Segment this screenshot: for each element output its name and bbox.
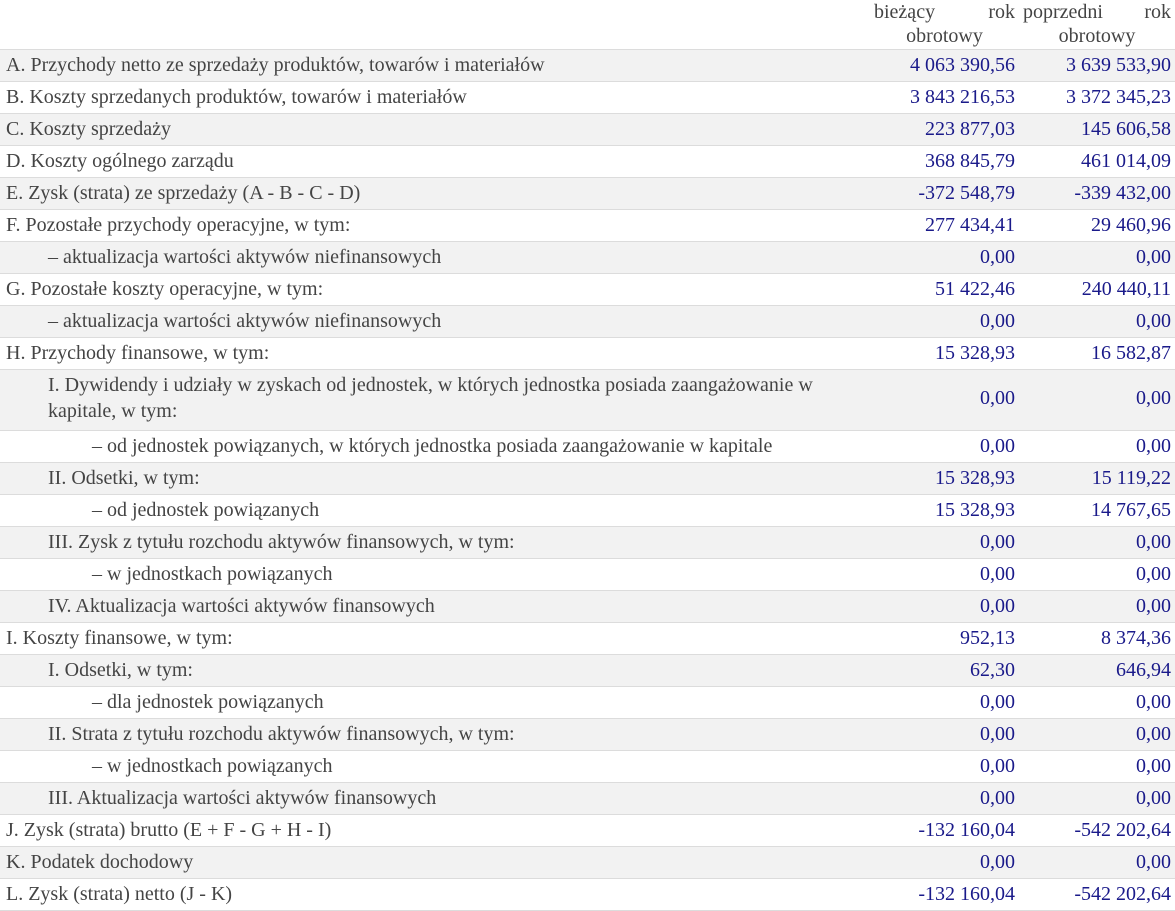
row-label: III. Zysk z tytułu rozchodu aktywów finansowych, w tym:: [0, 527, 870, 559]
row-previous-value: -542 202,64: [1019, 815, 1175, 847]
row-current-value: 15 328,93: [870, 338, 1019, 370]
row-current-value: 0,00: [870, 370, 1019, 431]
table-row: [0, 178, 1175, 210]
table-row: [0, 495, 1175, 527]
row-previous-value: 0,00: [1019, 783, 1175, 815]
row-label: G. Pozostałe koszty operacyjne, w tym:: [0, 274, 870, 306]
table-row: [0, 623, 1175, 655]
table-row: [0, 751, 1175, 783]
row-current-value: -372 548,79: [870, 178, 1019, 210]
row-current-value: 0,00: [870, 687, 1019, 719]
row-current-value: 952,13: [870, 623, 1019, 655]
row-current-value: 0,00: [870, 527, 1019, 559]
row-label: – dla jednostek powiązanych: [0, 687, 870, 719]
row-previous-value: 240 440,11: [1019, 274, 1175, 306]
row-previous-value: 0,00: [1019, 431, 1175, 463]
header-current-year-word1: bieżący: [874, 1, 936, 23]
row-previous-value: 0,00: [1019, 242, 1175, 274]
row-previous-value: 0,00: [1019, 751, 1175, 783]
table-row: [0, 719, 1175, 751]
table-row: [0, 879, 1175, 911]
row-current-value: 0,00: [870, 306, 1019, 338]
row-current-value: -132 160,04: [870, 815, 1019, 847]
row-current-value: 4 063 390,56: [870, 50, 1019, 82]
table-row: [0, 146, 1175, 178]
table-row: [0, 50, 1175, 82]
row-previous-value: 3 639 533,90: [1019, 50, 1175, 82]
row-previous-value: 0,00: [1019, 591, 1175, 623]
row-label: I. Odsetki, w tym:: [0, 655, 870, 687]
row-current-value: 15 328,93: [870, 463, 1019, 495]
row-current-value: 368 845,79: [870, 146, 1019, 178]
row-previous-value: 0,00: [1019, 559, 1175, 591]
table-row: [0, 591, 1175, 623]
header-previous-year: [1019, 0, 1175, 50]
row-current-value: 0,00: [870, 431, 1019, 463]
table-row: [0, 82, 1175, 114]
header-previous-year-word1: poprzedni: [1023, 1, 1103, 23]
table-row: [0, 338, 1175, 370]
row-previous-value: 0,00: [1019, 687, 1175, 719]
row-previous-value: 29 460,96: [1019, 210, 1175, 242]
row-label: C. Koszty sprzedaży: [0, 114, 870, 146]
row-current-value: 0,00: [870, 591, 1019, 623]
row-previous-value: 0,00: [1019, 370, 1175, 431]
row-current-value: 3 843 216,53: [870, 82, 1019, 114]
row-label: I. Koszty finansowe, w tym:: [0, 623, 870, 655]
row-label: A. Przychody netto ze sprzedaży produktów, towarów i materiałów: [0, 50, 870, 82]
table-row: [0, 210, 1175, 242]
row-label: – od jednostek powiązanych: [0, 495, 870, 527]
row-label: – aktualizacja wartości aktywów niefinansowych: [0, 306, 870, 338]
row-current-value: 62,30: [870, 655, 1019, 687]
row-label: H. Przychody finansowe, w tym:: [0, 338, 870, 370]
table-row: [0, 783, 1175, 815]
table-row: [0, 655, 1175, 687]
table-header: [0, 0, 1175, 50]
row-previous-value: -339 432,00: [1019, 178, 1175, 210]
row-previous-value: -542 202,64: [1019, 879, 1175, 911]
table-row: [0, 559, 1175, 591]
row-current-value: 0,00: [870, 559, 1019, 591]
header-label-column: [0, 0, 870, 50]
row-label: IV. Aktualizacja wartości aktywów finansowych: [0, 591, 870, 623]
row-current-value: 15 328,93: [870, 495, 1019, 527]
row-current-value: 0,00: [870, 719, 1019, 751]
row-previous-value: 646,94: [1019, 655, 1175, 687]
header-previous-year-line2: obrotowy: [1058, 25, 1136, 47]
row-previous-value: 461 014,09: [1019, 146, 1175, 178]
header-current-year-word2: rok: [988, 1, 1015, 23]
row-previous-value: 0,00: [1019, 527, 1175, 559]
row-current-value: 0,00: [870, 751, 1019, 783]
table-row: [0, 431, 1175, 463]
table-row: [0, 274, 1175, 306]
row-previous-value: 0,00: [1019, 847, 1175, 879]
table-row: [0, 687, 1175, 719]
table-row: [0, 463, 1175, 495]
row-label: II. Strata z tytułu rozchodu aktywów finansowych, w tym:: [0, 719, 870, 751]
row-label: B. Koszty sprzedanych produktów, towarów i materiałów: [0, 82, 870, 114]
table-row: [0, 114, 1175, 146]
row-label: E. Zysk (strata) ze sprzedaży (A - B - C - D): [0, 178, 870, 210]
row-label: – w jednostkach powiązanych: [0, 751, 870, 783]
row-label: – w jednostkach powiązanych: [0, 559, 870, 591]
row-previous-value: 3 372 345,23: [1019, 82, 1175, 114]
row-label: I. Dywidendy i udziały w zyskach od jednostek, w których jednostka posiada zaangażowanie w kapitale, w tym:: [0, 370, 870, 431]
row-current-value: 51 422,46: [870, 274, 1019, 306]
table-row: [0, 815, 1175, 847]
header-current-year: [870, 0, 1019, 50]
row-current-value: 277 434,41: [870, 210, 1019, 242]
header-current-year-line2: obrotowy: [906, 25, 983, 47]
row-previous-value: 14 767,65: [1019, 495, 1175, 527]
header-previous-year-word2: rok: [1144, 1, 1171, 23]
row-label: L. Zysk (strata) netto (J - K): [0, 879, 870, 911]
row-label: K. Podatek dochodowy: [0, 847, 870, 879]
row-previous-value: 8 374,36: [1019, 623, 1175, 655]
table-row: [0, 370, 1175, 431]
row-previous-value: 15 119,22: [1019, 463, 1175, 495]
row-previous-value: 16 582,87: [1019, 338, 1175, 370]
row-label: F. Pozostałe przychody operacyjne, w tym:: [0, 210, 870, 242]
row-current-value: 223 877,03: [870, 114, 1019, 146]
table-row: [0, 306, 1175, 338]
table-body: [0, 50, 1175, 911]
row-label: D. Koszty ogólnego zarządu: [0, 146, 870, 178]
row-current-value: -132 160,04: [870, 879, 1019, 911]
row-current-value: 0,00: [870, 847, 1019, 879]
row-current-value: 0,00: [870, 783, 1019, 815]
table-row: [0, 242, 1175, 274]
row-previous-value: 145 606,58: [1019, 114, 1175, 146]
row-previous-value: 0,00: [1019, 306, 1175, 338]
row-current-value: 0,00: [870, 242, 1019, 274]
table-row: [0, 847, 1175, 879]
row-label: J. Zysk (strata) brutto (E + F - G + H - I): [0, 815, 870, 847]
table-row: [0, 527, 1175, 559]
row-label: – aktualizacja wartości aktywów niefinansowych: [0, 242, 870, 274]
row-label: II. Odsetki, w tym:: [0, 463, 870, 495]
row-label: – od jednostek powiązanych, w których jednostka posiada zaangażowanie w kapitale: [0, 431, 870, 463]
row-label: III. Aktualizacja wartości aktywów finansowych: [0, 783, 870, 815]
row-previous-value: 0,00: [1019, 719, 1175, 751]
